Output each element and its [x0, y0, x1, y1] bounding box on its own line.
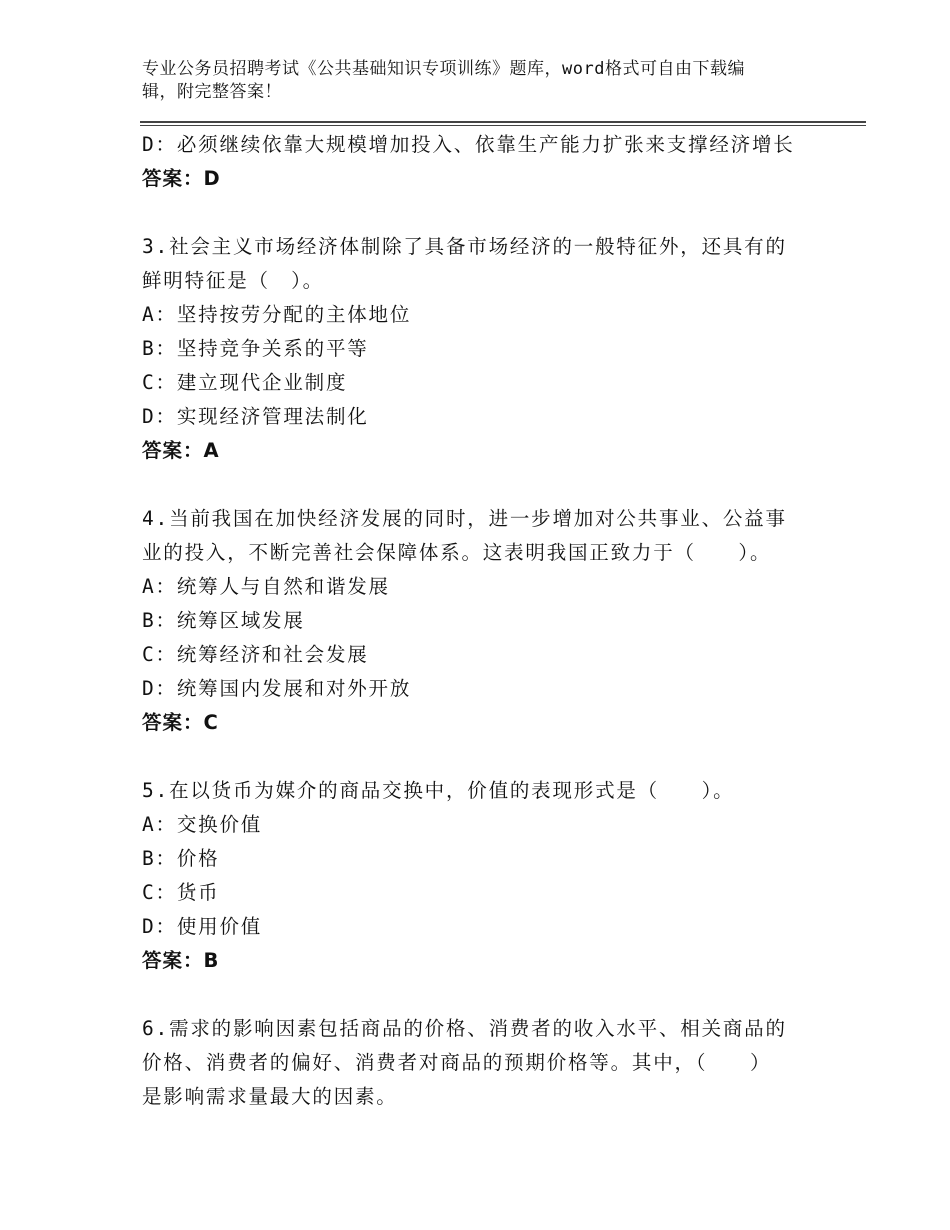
q4-option-a: A：统筹人与自然和谐发展 — [142, 575, 390, 598]
q4-stem-line-1: 4.当前我国在加快经济发展的同时，进一步增加对公共事业、公益事 — [142, 507, 787, 530]
question-5 — [142, 774, 822, 978]
header-rule-thick — [140, 121, 866, 123]
q6-stem-line-1: 6.需求的影响因素包括商品的价格、消费者的收入水平、相关商品的 — [142, 1017, 787, 1040]
q3-option-b: B：坚持竞争关系的平等 — [142, 337, 369, 360]
question-list — [142, 128, 822, 1114]
q5-option-a: A：交换价值 — [142, 813, 263, 836]
q3-option-a: A：坚持按劳分配的主体地位 — [142, 303, 412, 326]
header-line-2: 辑，附完整答案！ — [142, 82, 282, 102]
q5-option-d: D：使用价值 — [142, 915, 263, 938]
q3-option-d: D：实现经济管理法制化 — [142, 405, 369, 428]
q5-stem-line-1: 5.在以货币为媒介的商品交换中，价值的表现形式是（ ）。 — [142, 779, 735, 802]
q4-stem-line-2: 业的投入，不断完善社会保障体系。这表明我国正致力于（ ）。 — [142, 541, 772, 564]
spacer — [142, 740, 822, 774]
q4-answer: 答案：C — [142, 711, 219, 734]
page-header — [142, 58, 802, 104]
q3-stem-line-1: 3.社会主义市场经济体制除了具备市场经济的一般特征外，还具有的 — [142, 235, 787, 258]
q5-option-b: B：价格 — [142, 847, 220, 870]
q4-option-c: C：统筹经济和社会发展 — [142, 643, 369, 666]
q4-option-b: B：统筹区域发展 — [142, 609, 305, 632]
q2-option-d: D：必须继续依靠大规模增加投入、依靠生产能力扩张来支撑经济增长 — [142, 133, 795, 156]
q5-answer: 答案：B — [142, 949, 220, 972]
spacer — [142, 978, 822, 1012]
question-4 — [142, 502, 822, 740]
q6-stem-line-3: 是影响需求量最大的因素。 — [142, 1085, 398, 1108]
question-6 — [142, 1012, 822, 1114]
spacer — [142, 468, 822, 502]
q3-stem-line-2: 鲜明特征是（ ）。 — [142, 269, 324, 292]
q3-answer: 答案：A — [142, 439, 220, 462]
q5-option-c: C：货币 — [142, 881, 220, 904]
q4-option-d: D：统筹国内发展和对外开放 — [142, 677, 412, 700]
header-rule-thin — [140, 125, 866, 126]
q3-option-c: C：建立现代企业制度 — [142, 371, 348, 394]
q2-answer: 答案：D — [142, 167, 221, 190]
q6-stem-line-2: 价格、消费者的偏好、消费者对商品的预期价格等。其中，（ ） — [142, 1051, 772, 1074]
spacer — [142, 196, 822, 230]
header-line-1: 专业公务员招聘考试《公共基础知识专项训练》题库，word格式可自由下载编 — [142, 59, 745, 79]
question-3 — [142, 230, 822, 468]
